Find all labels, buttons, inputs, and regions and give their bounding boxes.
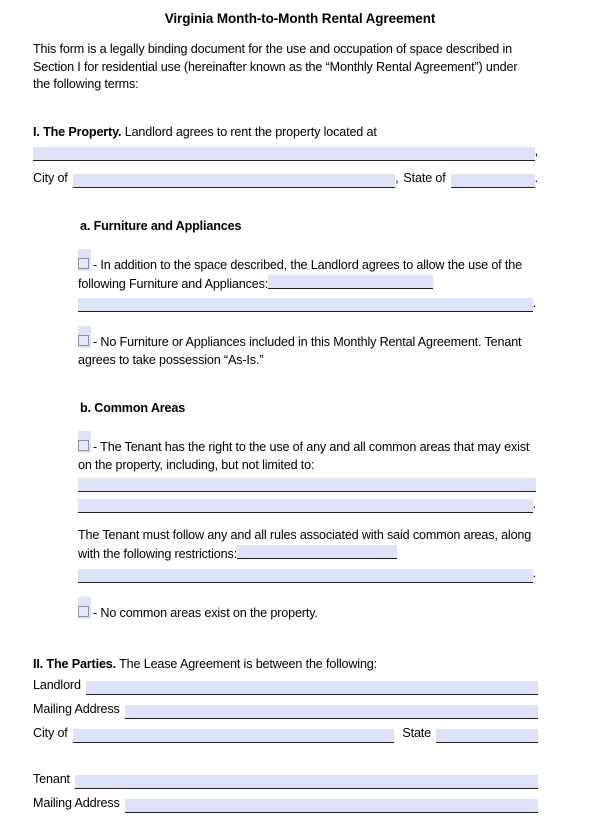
common-areas-rules-row xyxy=(78,527,536,563)
section-1-heading: The Property. xyxy=(43,124,122,139)
subsection-b-heading: Common Areas xyxy=(94,400,186,415)
furniture-none-dash: - xyxy=(93,335,98,350)
furniture-list-punct: . xyxy=(532,295,536,310)
section-2-lead-text: The Lease Agreement is between the following: xyxy=(119,657,378,672)
tenant-name-label: Tenant xyxy=(33,772,70,787)
furniture-allow-dash: - xyxy=(93,258,98,273)
common-areas-list-field-line-1[interactable] xyxy=(78,478,536,492)
document-page xyxy=(0,11,600,822)
common-areas-restrictions-row-2 xyxy=(78,564,536,583)
landlord-name-field[interactable] xyxy=(86,681,538,695)
subsection-a-heading-line xyxy=(80,218,538,236)
furniture-none-text: No Furniture or Appliances included in this Monthly Rental Agreement. Tenant agrees to take possession “As-Is.” xyxy=(78,335,522,367)
property-state-label: State of xyxy=(403,170,446,185)
landlord-state-label: State xyxy=(402,726,431,741)
common-areas-none-checkbox[interactable] xyxy=(78,606,92,619)
property-city-label: City of xyxy=(33,170,68,185)
common-areas-allow-checkbox[interactable] xyxy=(78,440,92,453)
property-address-punct: , xyxy=(534,143,538,158)
property-address-field[interactable] xyxy=(33,147,535,161)
furniture-option-none-row xyxy=(78,334,536,369)
property-state-field[interactable] xyxy=(451,174,535,188)
landlord-state-field[interactable] xyxy=(436,729,538,743)
intro-paragraph: This form is a legally binding document for the use and occupation of space described in Section I for residential use (hereinafter known as the “Monthly Rental Agreement”) under the following terms: xyxy=(33,42,518,92)
common-areas-option-none-row xyxy=(78,605,536,623)
section-2-heading: The Parties. xyxy=(46,657,116,672)
section-1-number: I. xyxy=(33,124,40,139)
subsection-a-label: a. xyxy=(80,218,91,233)
landlord-city-field[interactable] xyxy=(73,729,395,743)
landlord-city-label: City of xyxy=(33,726,68,741)
subsection-b-label: b. xyxy=(80,400,91,415)
tenant-mailing-row xyxy=(33,794,538,813)
furniture-allow-text: In addition to the space described, the Landlord agrees to allow the use of the following Furniture and Appliances: xyxy=(78,258,522,291)
common-areas-list-row-1 xyxy=(78,478,536,492)
common-areas-restrictions-field-line-2[interactable] xyxy=(78,569,533,583)
furniture-allow-checkbox[interactable] xyxy=(78,258,92,271)
furniture-list-row-2 xyxy=(78,293,536,312)
section-1-heading-line xyxy=(33,124,538,142)
furniture-list-field-line-1[interactable] xyxy=(268,275,433,289)
furniture-none-checkbox[interactable] xyxy=(78,335,92,348)
subsection-b-heading-line xyxy=(80,400,538,418)
common-areas-restrictions-punct: . xyxy=(532,565,536,580)
property-city-field[interactable] xyxy=(73,174,395,188)
common-areas-allow-dash: - xyxy=(93,440,98,455)
landlord-mailing-row xyxy=(33,700,538,719)
common-areas-allow-text: The Tenant has the right to the use of any and all common areas that may exist on the property, including, but not limited to: xyxy=(78,440,530,472)
tenant-mailing-label: Mailing Address xyxy=(33,796,120,811)
property-state-punct: . xyxy=(534,170,538,185)
property-city-separator: , xyxy=(395,170,399,185)
common-areas-option-allow-row xyxy=(78,439,540,474)
furniture-option-allow-row xyxy=(78,257,536,293)
landlord-mailing-field[interactable] xyxy=(125,705,538,719)
common-areas-restrictions-field-line-1[interactable] xyxy=(237,545,397,559)
common-areas-none-text: No common areas exist on the property. xyxy=(100,605,318,620)
property-address-row xyxy=(33,142,538,161)
common-areas-rules-text: The Tenant must follow any and all rules associated with said common areas, along with the following restrictions: xyxy=(78,528,532,561)
section-1-lead-text: Landlord agrees to rent the property located at xyxy=(124,124,377,139)
subsection-a-heading: Furniture and Appliances xyxy=(93,218,242,233)
tenant-name-row xyxy=(33,770,538,789)
property-city-state-row xyxy=(33,169,538,188)
landlord-mailing-label: Mailing Address xyxy=(33,702,120,717)
document-title: Virginia Month-to-Month Rental Agreement xyxy=(164,11,436,26)
common-areas-list-punct: . xyxy=(532,496,536,511)
tenant-name-field[interactable] xyxy=(75,775,538,789)
common-areas-list-row-2 xyxy=(78,496,536,513)
landlord-city-state-row xyxy=(33,724,538,743)
common-areas-list-field-line-2[interactable] xyxy=(78,499,533,513)
section-2-heading-line xyxy=(33,656,538,674)
landlord-name-row xyxy=(33,676,538,695)
common-areas-none-dash: - xyxy=(93,605,98,620)
landlord-name-label: Landlord xyxy=(33,678,81,693)
furniture-list-field-line-2[interactable] xyxy=(78,298,533,312)
section-2-number: II. xyxy=(33,657,44,672)
